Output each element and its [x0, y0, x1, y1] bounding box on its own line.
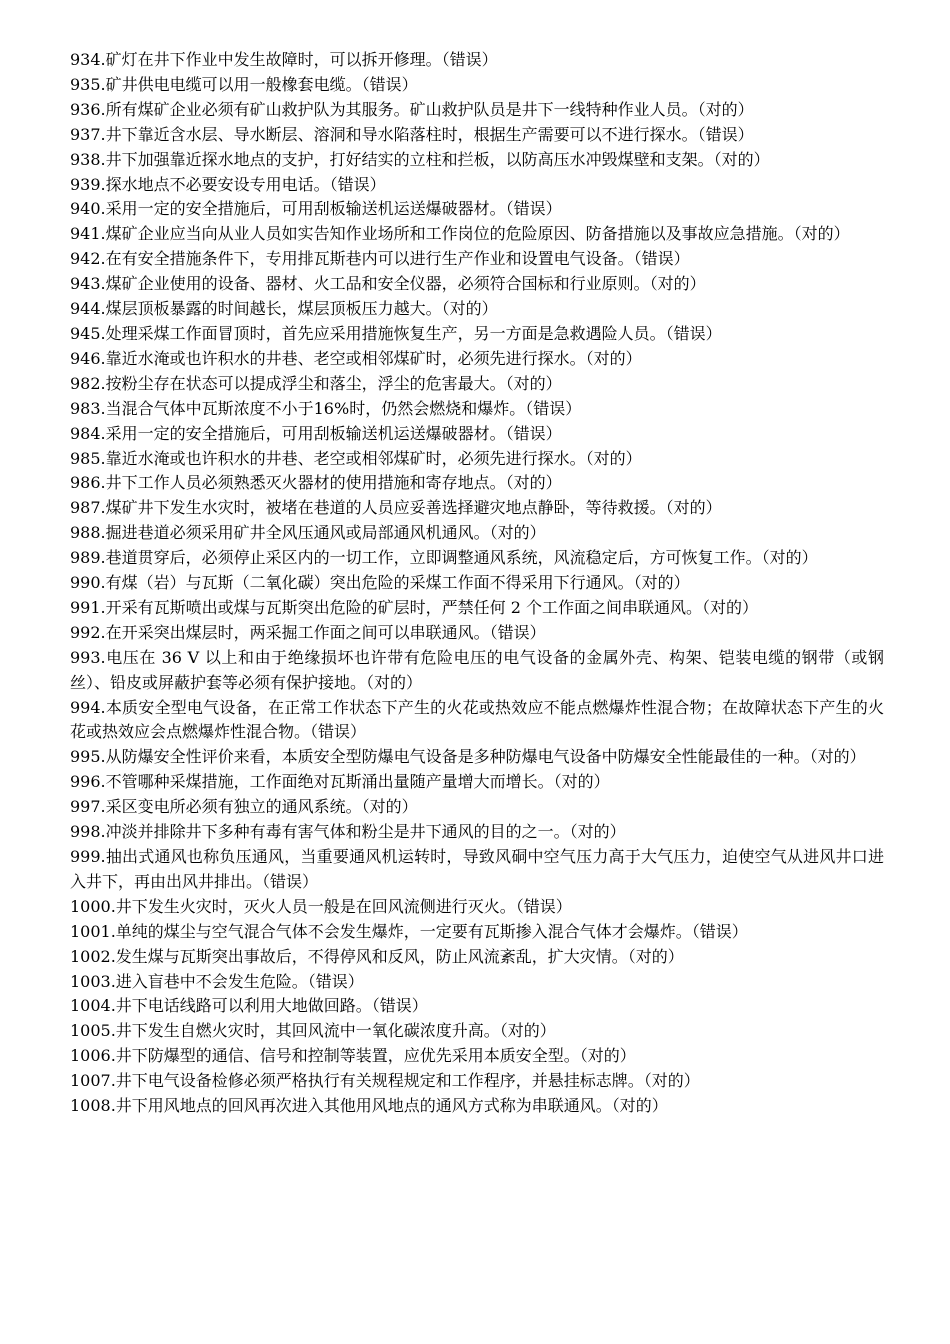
question-1005: 1005.井下发生自燃火灾时，其回风流中一氧化碳浓度升高。（对的） — [70, 1021, 556, 1041]
question-990: 990.有煤（岩）与瓦斯（二氧化碳）突出危险的采煤工作面不得采用下行通风。（对的） — [70, 573, 690, 593]
question-998: 998.冲淡并排除井下多种有毒有害气体和粉尘是井下通风的目的之一。（对的） — [70, 822, 626, 842]
question-982: 982.按粉尘存在状态可以提成浮尘和落尘，浮尘的危害最大。（对的） — [70, 373, 562, 393]
question-938: 938.井下加强靠近探水地点的支护，打好结实的立柱和拦板，以防高压水冲毁煤壁和支架。（对的） — [70, 149, 770, 169]
question-1006: 1006.井下防爆型的通信、信号和控制等装置，应优先采用本质安全型。（对的） — [70, 1046, 636, 1066]
question-984: 984.采用一定的安全措施后，可用刮板输送机运送爆破器材。（错误） — [70, 423, 562, 443]
question-997: 997.采区变电所必须有独立的通风系统。（对的） — [70, 797, 418, 817]
question-994: 994.本质安全型电气设备，在正常工作状态下产生的火花或热效应不能点燃爆炸性混合物；在故障状态下产生的火花或热效应会点燃爆炸性混合物。（错误） — [70, 697, 884, 742]
question-946: 946.靠近水淹或也许积水的井巷、老空或相邻煤矿时，必须先进行探水。（对的） — [70, 348, 642, 368]
question-993: 993.电压在 36 V 以上和由于绝缘损坏也许带有危险电压的电气设备的金属外壳、构架、铠装电缆的钢带（或钢丝）、铅皮或屏蔽护套等必须有保护接地。（对的） — [70, 647, 884, 692]
question-1004: 1004.井下电话线路可以利用大地做回路。（错误） — [70, 996, 428, 1016]
question-1003: 1003.进入盲巷中不会发生危险。（错误） — [70, 971, 364, 991]
question-939: 939.探水地点不必要安设专用电话。（错误） — [70, 174, 386, 194]
question-937: 937.井下靠近含水层、导水断层、溶洞和导水陷落柱时，根据生产需要可以不进行探水。（错误） — [70, 124, 754, 144]
question-941: 941.煤矿企业应当向从业人员如实告知作业场所和工作岗位的危险原因、防备措施以及事故应急措施。（对的） — [70, 224, 850, 244]
question-940: 940.采用一定的安全措施后，可用刮板输送机运送爆破器材。（错误） — [70, 199, 562, 219]
question-989: 989.巷道贯穿后，必须停止采区内的一切工作，立即调整通风系统，风流稳定后，方可恢复工作。（对的） — [70, 548, 818, 568]
question-934: 934.矿灯在井下作业中发生故障时，可以拆开修理。（错误） — [70, 50, 498, 69]
question-1001: 1001.单纯的煤尘与空气混合气体不会发生爆炸，一定要有瓦斯掺入混合气体才会爆炸。（错误） — [70, 921, 748, 941]
question-999: 999.抽出式通风也称负压通风，当重要通风机运转时，导致风硐中空气压力高于大气压力，迫使空气从进风井口进入井下，再由出风井排出。（错误） — [70, 847, 884, 891]
question-988: 988.掘进巷道必须采用矿井全风压通风或局部通风机通风。（对的） — [70, 523, 546, 543]
question-935: 935.矿井供电电缆可以用一般橡套电缆。（错误） — [70, 74, 418, 94]
question-987: 987.煤矿井下发生水灾时，被堵在巷道的人员应妥善选择避灾地点静卧，等待救援。（对的） — [70, 498, 722, 518]
question-992: 992.在开采突出煤层时，两采掘工作面之间可以串联通风。（错误） — [70, 622, 546, 642]
question-944: 944.煤层顶板暴露的时间越长，煤层顶板压力越大。（对的） — [70, 299, 498, 319]
question-1002: 1002.发生煤与瓦斯突出事故后，不得停风和反风，防止风流紊乱，扩大灾情。（对的） — [70, 946, 684, 966]
question-991: 991.开采有瓦斯喷出或煤与瓦斯突出危险的矿层时，严禁任何 2 个工作面之间串联通风。（对的） — [70, 597, 758, 617]
question-983: 983.当混合气体中瓦斯浓度不小于16%时，仍然会燃烧和爆炸。（错误） — [70, 398, 582, 418]
question-995: 995.从防爆安全性评价来看，本质安全型防爆电气设备是多种防爆电气设备中防爆安全性能最佳的一种。（对的） — [70, 747, 866, 767]
question-1008: 1008.井下用风地点的回风再次进入其他用风地点的通风方式称为串联通风。（对的） — [70, 1096, 668, 1116]
question-945: 945.处理采煤工作面冒顶时，首先应采用措施恢复生产，另一方面是急救遇险人员。（错误） — [70, 323, 722, 343]
question-936: 936.所有煤矿企业必须有矿山救护队为其服务。矿山救护队员是井下一线特种作业人员。（对的） — [70, 99, 754, 119]
question-985: 985.靠近水淹或也许积水的井巷、老空或相邻煤矿时，必须先进行探水。（对的） — [70, 448, 642, 468]
question-986: 986.井下工作人员必须熟悉灭火器材的使用措施和寄存地点。（对的） — [70, 473, 562, 493]
question-1000: 1000.井下发生火灾时，灭火人员一般是在回风流侧进行灭火。（错误） — [70, 896, 572, 916]
question-996: 996.不管哪种采煤措施，工作面绝对瓦斯涌出量随产量增大而增长。（对的） — [70, 772, 610, 792]
question-943: 943.煤矿企业使用的设备、器材、火工品和安全仪器，必须符合国标和行业原则。（对的） — [70, 274, 706, 294]
question-1007: 1007.井下电气设备检修必须严格执行有关规程规定和工作程序，并悬挂标志牌。（对的） — [70, 1071, 700, 1091]
question-942: 942.在有安全措施条件下，专用排瓦斯巷内可以进行生产作业和设置电气设备。（错误） — [70, 249, 690, 269]
